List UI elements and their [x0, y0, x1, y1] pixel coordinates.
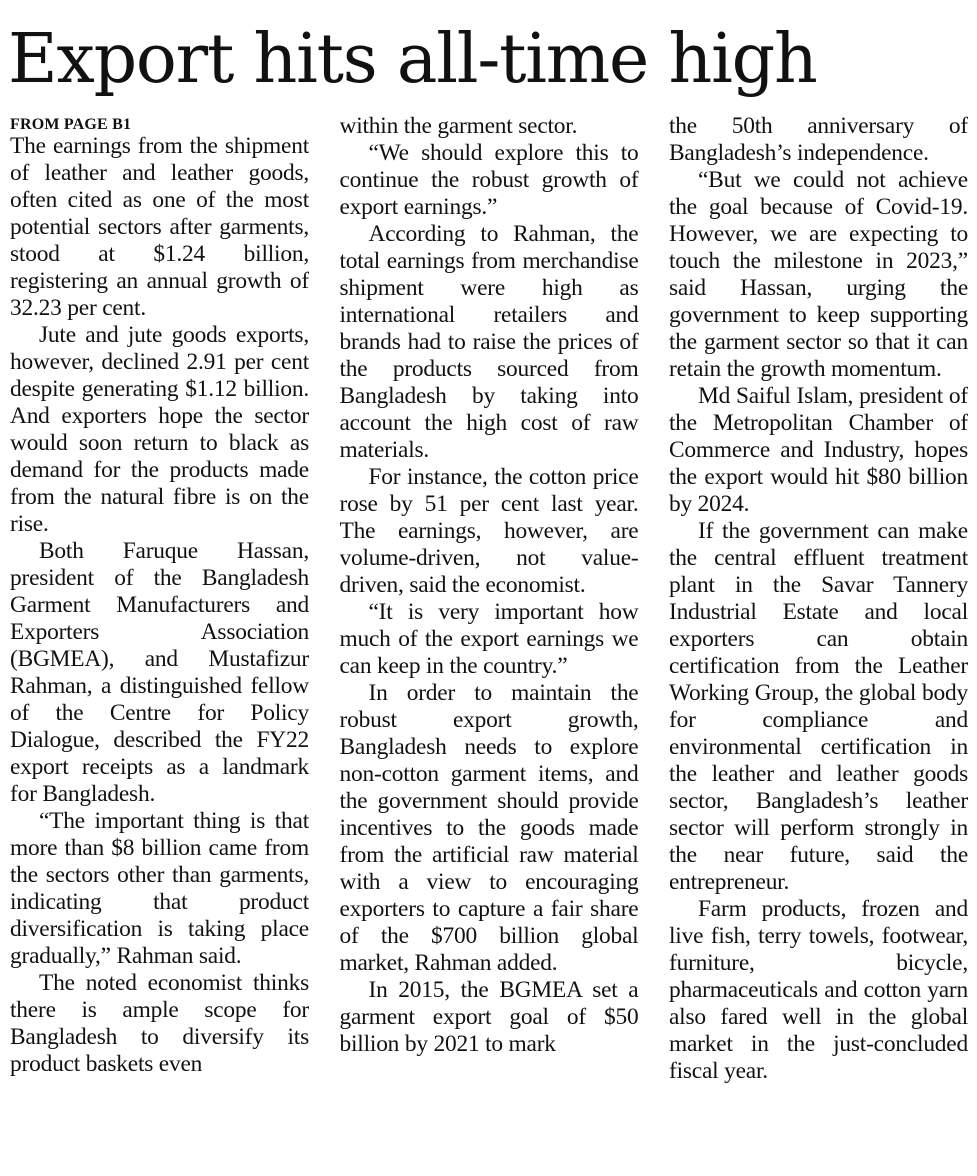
paragraph: According to Rahman, the total earnings from merchandise shipment were high as international retailers and brands had to raise the prices of the products sourced from Bangladesh by taking into account the high cost of raw materials.	[339, 221, 639, 463]
paragraph: “The important thing is that more than $8 billion came from the sectors other than garments, indicating that product diversification is taking place gradually,” Rahman said.	[10, 808, 309, 969]
paragraph: Both Faruque Hassan, president of the Bangladesh Garment Manufacturers and Exporters Association (BGMEA), and Mustafizur Rahman, a distinguished fellow of the Centre for Policy Dialogue, described the FY22 export receipts as a landmark for Bangladesh.	[10, 538, 309, 807]
paragraph: For instance, the cotton price rose by 51 per cent last year. The earnings, however, are volume-driven, not value-driven, said the economist.	[339, 464, 639, 598]
paragraph: Jute and jute goods exports, however, declined 2.91 per cent despite generating $1.12 billion. And exporters hope the sector would soon return to black as demand for the products made from the natural fibre is on the rise.	[10, 322, 309, 537]
paragraph: If the government can make the central effluent treatment plant in the Savar Tannery Industrial Estate and local exporters can obtain certification from the Leather Working Group, the global body for compliance and environmental certification in the leather and leather goods sector, Bangladesh’s leather sector will perform strongly in the near future, said the entrepreneur.	[669, 518, 968, 895]
paragraph: “It is very important how much of the export earnings we can keep in the country.”	[339, 599, 639, 679]
column-1	[10, 113, 309, 1173]
paragraph: “But we could not achieve the goal because of Covid-19. However, we are expecting to touch the milestone in 2023,” said Hassan, urging the government to keep supporting the garment sector so that it can retain the growth momentum.	[669, 167, 968, 382]
paragraph: In order to maintain the robust export growth, Bangladesh needs to explore non-cotton garment items, and the government should provide incentives to the goods made from the artificial raw material with a view to encouraging exporters to capture a fair share of the $700 billion global market, Rahman added.	[339, 680, 639, 976]
paragraph: within the garment sector.	[339, 113, 578, 139]
dateline: FROM PAGE B1	[10, 116, 132, 133]
paragraph: The earnings from the shipment of leather and leather goods, often cited as one of the most potential sectors after garments, stood at $1.24 billion, registering an annual growth of 32.23 per cent.	[10, 133, 309, 321]
paragraph: “We should explore this to continue the robust growth of export earnings.”	[339, 140, 639, 220]
paragraph: In 2015, the BGMEA set a garment export goal of $50 billion by 2021 to mark	[339, 977, 639, 1057]
article-body	[10, 113, 968, 1173]
headline: Export hits all-time high	[8, 20, 817, 99]
column-2	[340, 113, 639, 1173]
paragraph: Md Saiful Islam, president of the Metropolitan Chamber of Commerce and Industry, hopes the export would hit $80 billion by 2024.	[669, 383, 968, 517]
column-3	[669, 113, 968, 1173]
paragraph: Farm products, frozen and live fish, terry towels, footwear, furniture, bicycle, pharmaceuticals and cotton yarn also fared well in the global market in the just-concluded fiscal year.	[669, 896, 968, 1084]
paragraph: the 50th anniversary of Bangladesh’s independence.	[669, 113, 968, 166]
paragraph: The noted economist thinks there is ample scope for Bangladesh to diversify its product baskets even	[10, 970, 309, 1077]
